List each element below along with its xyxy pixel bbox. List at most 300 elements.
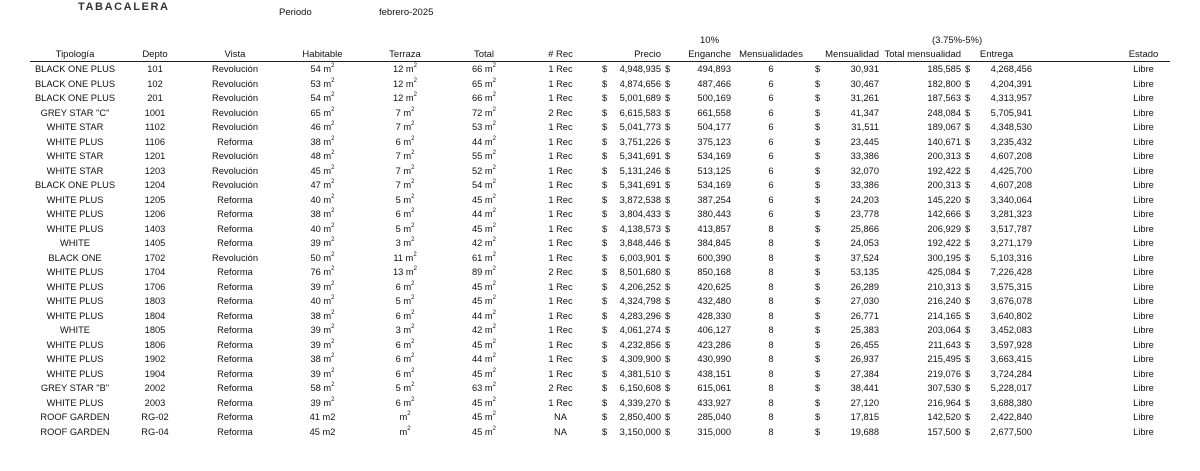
cell-vista: Revolución [212,78,258,89]
table-row [30,396,1170,411]
cell-total: 61 $m^2$ [471,251,496,263]
cell-total-mensualidad: 140,671 [927,136,962,147]
cell-entrega: 3,688,380 [990,397,1033,408]
cell-habitable: 39 $m^2$ [310,396,335,408]
table-row [30,62,1170,77]
cell-enganche-currency: $ [665,383,671,393]
cell-terraza: 5 $m^2$ [395,382,415,393]
cell-entrega-currency: $ [965,310,971,321]
cell-mensualidades: 6 [768,151,774,161]
cell-mensualidades: 6 [768,209,774,219]
cell-depto: 102 [147,78,163,89]
cell-precio: 4,061,274 [619,325,661,335]
cell-tipologia: BLACK ONE PLUS [34,64,116,74]
cell-total: 53 $m^2$ [471,121,496,132]
cell-entrega-currency: $ [965,64,971,74]
cell-precio: 4,232,856 [619,339,661,350]
cell-vista: Reforma [217,296,253,306]
cell-entrega-currency: $ [965,151,971,161]
cell-vista: Revolución [212,107,258,118]
cell-estado: Libre [1133,267,1154,277]
cell-rec: 1 Rec [548,296,573,306]
cell-total-mensualidad: 189,067 [927,122,962,132]
cell-enganche: 375,123 [697,136,732,147]
cell-entrega: 3,663,415 [990,354,1033,364]
cell-terraza: 6 $m^2$ [395,367,415,379]
cell-total: 45 $m^2$ [471,338,496,350]
cell-entrega-currency: $ [965,325,971,335]
cell-vista: Reforma [217,354,253,364]
cell-entrega: 3,597,928 [990,339,1033,350]
table-row [30,207,1170,222]
cell-entrega: 4,607,208 [990,151,1033,161]
cell-terraza: 6 $m^2$ [395,338,415,350]
cell-entrega-currency: $ [965,78,971,89]
cell-precio: 5,001,689 [619,93,661,103]
cell-enganche-currency: $ [665,238,671,248]
cell-estado: Libre [1133,281,1154,292]
cell-depto: 201 [147,93,163,103]
cell-precio-currency: $ [602,223,608,234]
cell-mensualidades: 8 [768,325,774,335]
cell-precio-currency: $ [602,339,608,350]
cell-total: 44 $m^2$ [471,353,496,364]
cell-precio-currency: $ [602,310,608,321]
cell-terraza: 6 $m^2$ [395,208,415,219]
cell-precio: 5,041,773 [619,122,661,132]
cell-enganche-currency: $ [665,194,671,205]
cell-mensualidades: 6 [768,107,774,118]
cell-enganche: 850,168 [697,267,732,277]
cell-entrega-currency: $ [965,426,971,437]
table-row [30,425,1170,440]
cell-total-mensualidad: 206,929 [927,223,962,234]
cell-tipologia: BLACK ONE PLUS [34,180,116,190]
cell-habitable: 46 $m^2$ [310,121,335,132]
cell-enganche: 387,254 [697,194,732,205]
cell-mensualidad-currency: $ [815,209,821,219]
cell-total: 45 $m^2$ [471,396,496,408]
cell-mensualidades: 8 [768,383,774,393]
cell-total-mensualidad: 185,585 [927,64,962,74]
cell-total-mensualidad: 182,800 [927,78,962,89]
cell-precio-currency: $ [602,78,608,89]
cell-habitable: 48 $m^2$ [310,150,335,161]
cell-depto: 1205 [144,194,166,205]
cell-total: 44 $m^2$ [471,309,496,321]
cell-enganche-currency: $ [665,209,671,219]
cell-depto: 1806 [144,339,166,350]
cell-mensualidades: 6 [768,78,774,89]
cell-mensualidad: 27,384 [850,368,880,379]
cell-estado: Libre [1133,310,1154,321]
cell-precio: 4,381,510 [619,368,661,379]
cell-mensualidades: 8 [768,426,774,437]
cell-mensualidades: 8 [768,252,774,263]
cell-estado: Libre [1133,223,1154,234]
cell-total-mensualidad: 307,530 [927,383,962,393]
cell-depto: 1206 [144,209,166,219]
cell-mensualidad: 26,771 [850,310,880,321]
cell-mensualidad-currency: $ [815,64,821,74]
cell-precio: 3,150,000 [619,426,661,437]
cell-entrega-currency: $ [965,194,971,205]
cell-depto: 1102 [145,122,165,132]
cell-total: 45 $m^2$ [471,222,496,234]
cell-rec: 2 Rec [548,107,573,118]
cell-precio: 5,131,246 [619,165,661,176]
cell-mensualidades: 6 [768,136,774,147]
cell-total-mensualidad: 216,964 [927,397,962,408]
cell-habitable: 58 $m^2$ [310,382,335,393]
header-estado: Estado [1128,49,1159,60]
cell-total-mensualidad: 145,220 [927,194,962,205]
cell-precio-currency: $ [602,252,608,263]
cell-estado: Libre [1133,194,1154,205]
cell-mensualidades: 8 [768,368,774,379]
cell-precio: 3,804,433 [619,209,661,219]
table-row [30,193,1170,208]
cell-entrega-currency: $ [965,383,971,393]
cell-rec: 1 Rec [548,209,573,219]
table-row [30,323,1170,338]
cell-estado: Libre [1133,412,1154,422]
cell-habitable: 54 $m^2$ [310,63,335,74]
cell-enganche-currency: $ [665,165,671,176]
cell-precio-currency: $ [602,93,608,103]
cell-tipologia: WHITE PLUS [46,209,104,219]
cell-mensualidad: 19,688 [850,426,880,437]
cell-terraza: 7 $m^2$ [395,150,415,161]
cell-depto: 2003 [144,397,166,408]
cell-enganche-currency: $ [665,136,671,147]
cell-rec: 1 Rec [548,397,573,408]
cell-mensualidad-currency: $ [815,310,821,321]
table-row [30,294,1170,309]
cell-estado: Libre [1133,339,1154,350]
cell-vista: Reforma [217,325,253,335]
cell-precio-currency: $ [602,383,608,393]
cell-precio: 4,874,656 [619,78,661,89]
cell-rec: 1 Rec [548,310,573,321]
cell-terraza: 5 $m^2$ [395,222,415,234]
cell-total: 44 $m^2$ [471,135,496,147]
cell-total-mensualidad: 210,313 [927,281,962,292]
cell-enganche: 433,927 [697,397,732,408]
cell-precio-currency: $ [602,238,608,248]
cell-entrega: 5,228,017 [990,383,1033,393]
cell-total: 45 $m^2$ [471,411,496,422]
cell-tipologia: WHITE PLUS [46,368,104,379]
cell-enganche: 615,061 [697,383,732,393]
cell-mensualidad: 30,467 [850,78,880,89]
cell-terraza: 5 $m^2$ [395,295,415,306]
cell-depto: 1803 [144,296,166,306]
table-row [30,106,1170,121]
cell-precio: 4,206,252 [619,281,661,292]
cell-entrega-currency: $ [965,296,971,306]
cell-precio: 5,341,691 [619,180,661,190]
cell-total: 45 $m^2$ [471,425,496,437]
cell-precio: 6,615,583 [619,107,661,118]
cell-mensualidades: 8 [768,354,774,364]
cell-mensualidad: 32,070 [850,165,880,176]
cell-tipologia: WHITE PLUS [46,223,104,234]
cell-mensualidades: 8 [768,238,774,248]
cell-entrega: 3,575,315 [990,281,1033,292]
cell-enganche-currency: $ [665,78,671,89]
cell-rec: 1 Rec [548,165,573,176]
header-enganche: Enganche [688,49,732,60]
cell-precio-currency: $ [602,136,608,147]
table-row [30,236,1170,251]
cell-tipologia: ROOF GARDEN [40,412,110,422]
cell-entrega-currency: $ [965,209,971,219]
cell-precio-currency: $ [602,296,608,306]
cell-mensualidad-currency: $ [815,93,821,103]
cell-tipologia: WHITE PLUS [46,354,104,364]
cell-total: 42 $m^2$ [471,324,496,335]
cell-mensualidad: 25,383 [850,325,880,335]
cell-terraza: $m^2$ [399,411,411,422]
cell-habitable: 53 $m^2$ [310,77,335,89]
table-row [30,222,1170,237]
cell-entrega-currency: $ [965,354,971,364]
cell-enganche: 600,390 [697,252,732,263]
cell-habitable: 39 $m^2$ [310,324,335,335]
cell-precio-currency: $ [602,194,608,205]
cell-tipologia: BLACK ONE [48,252,102,263]
cell-estado: Libre [1133,238,1154,248]
cell-vista: Reforma [217,223,253,234]
table-row [30,251,1170,266]
header-total: Total [473,49,495,60]
cell-habitable: 38 $m^2$ [310,353,335,364]
cell-depto: 1201 [144,151,166,161]
cell-tipologia: WHITE STAR [46,165,104,176]
cell-precio-currency: $ [602,281,608,292]
cell-habitable: 39 $m^2$ [310,367,335,379]
cell-vista: Reforma [217,383,253,393]
cell-entrega: 5,103,316 [990,252,1033,263]
cell-rec: 1 Rec [548,281,573,292]
cell-precio-currency: $ [602,180,608,190]
cell-total: 89 $m^2$ [471,266,496,277]
cell-precio: 4,324,798 [619,296,661,306]
cell-precio: 5,341,691 [619,151,661,161]
cell-entrega-currency: $ [965,136,971,147]
cell-mensualidad: 26,937 [850,354,880,364]
cell-enganche: 413,857 [697,223,732,234]
cell-depto: 1805 [144,325,166,335]
cell-total: 63 $m^2$ [471,382,496,393]
cell-mensualidad-currency: $ [815,107,821,118]
cell-rec: 1 Rec [548,64,573,74]
cell-vista: Reforma [217,209,253,219]
cell-enganche-currency: $ [665,296,671,306]
cell-enganche: 494,893 [697,64,732,74]
cell-mensualidad: 38,441 [850,383,880,393]
cell-enganche: 513,125 [697,165,732,176]
cell-enganche: 420,625 [697,281,732,292]
cell-rec: 2 Rec [548,383,573,393]
cell-depto: 1001 [144,107,166,118]
cell-terraza: 7 $m^2$ [395,106,415,118]
cell-precio: 3,872,538 [619,194,661,205]
cell-enganche: 428,330 [697,310,732,321]
cell-tipologia: WHITE PLUS [46,281,104,292]
cell-mensualidad: 27,030 [850,296,880,306]
table-row [30,309,1170,324]
cell-entrega: 2,422,840 [990,412,1033,422]
cell-precio-currency: $ [602,122,608,132]
cell-precio-currency: $ [602,107,608,118]
cell-total: 66 $m^2$ [471,92,496,103]
cell-entrega: 7,226,428 [990,267,1033,277]
cell-precio: 4,283,296 [619,310,661,321]
cell-total-mensualidad: 300,195 [927,252,962,263]
cell-terraza: 12 $m^2$ [392,63,417,74]
cell-total: 45 $m^2$ [471,295,496,306]
table-header-row [30,48,1170,62]
table-row [30,352,1170,367]
cell-total: 45 $m^2$ [471,193,496,205]
table-row [30,410,1170,425]
table-row [30,91,1170,106]
cell-entrega-currency: $ [965,122,971,132]
periodo-label: Periodo [279,7,312,18]
cell-precio: 4,948,935 [619,64,661,74]
cell-terraza: 6 $m^2$ [395,280,415,292]
cell-estado: Libre [1133,151,1154,161]
cell-mensualidad: 31,261 [850,93,880,103]
cell-entrega: 4,607,208 [990,180,1033,190]
cell-enganche: 315,000 [697,426,732,437]
cell-precio: 4,339,270 [619,397,661,408]
cell-precio-currency: $ [602,165,608,176]
cell-rec: 1 Rec [548,354,573,364]
cell-entrega: 3,452,083 [990,325,1033,335]
cell-entrega: 3,724,284 [990,368,1033,379]
cell-entrega-currency: $ [965,107,971,118]
cell-tipologia: WHITE PLUS [46,194,104,205]
cell-total: 52 $m^2$ [471,164,496,176]
cell-mensualidad-currency: $ [815,412,821,422]
cell-mensualidad: 41,347 [850,107,880,118]
cell-depto: RG-04 [141,426,169,437]
cell-entrega-currency: $ [965,223,971,234]
cell-enganche-currency: $ [665,281,671,292]
cell-total: 66 $m^2$ [471,63,496,74]
cell-mensualidad: 24,203 [850,194,880,205]
cell-enganche-currency: $ [665,354,671,364]
cell-estado: Libre [1133,107,1154,118]
cell-mensualidad-currency: $ [815,383,821,393]
cell-estado: Libre [1133,397,1154,408]
cell-mensualidades: 6 [768,165,774,176]
cell-mensualidad-currency: $ [815,397,821,408]
cell-enganche: 430,990 [697,354,732,364]
cell-tipologia: ROOF GARDEN [40,426,110,437]
cell-precio-currency: $ [602,354,608,364]
cell-mensualidad-currency: $ [815,252,821,263]
cell-rec: 1 Rec [548,368,573,379]
cell-estado: Libre [1133,252,1154,263]
cell-total-mensualidad: 211,643 [928,339,962,350]
cell-vista: Reforma [217,194,253,205]
cell-estado: Libre [1133,354,1154,364]
cell-enganche-currency: $ [665,223,671,234]
cell-enganche: 285,040 [697,412,732,422]
header-mensualidad: Mensualidad [825,49,880,60]
cell-total-mensualidad: 219,076 [927,368,962,379]
cell-total: 44 $m^2$ [471,208,496,219]
cell-vista: Reforma [217,281,253,292]
cell-habitable: 38 $m^2$ [310,135,335,147]
cell-mensualidad: 26,289 [850,281,880,292]
cell-total-mensualidad: 215,495 [927,354,962,364]
cell-precio: 3,751,226 [619,136,661,147]
cell-enganche-currency: $ [665,397,671,408]
cell-total-mensualidad: 200,313 [927,180,962,190]
cell-mensualidad-currency: $ [815,339,821,350]
cell-terraza: 5 $m^2$ [395,193,415,205]
cell-total-mensualidad: 192,422 [927,165,962,176]
cell-depto: 1106 [145,136,165,147]
cell-mensualidad: 24,053 [850,238,880,248]
cell-estado: Libre [1133,122,1154,132]
cell-rec: 1 Rec [548,180,573,190]
cell-depto: 1704 [144,267,166,277]
cell-vista: Revolución [212,64,258,74]
header-total-mensualidad: Total mensualidad [884,49,962,60]
cell-mensualidad-currency: $ [815,325,821,335]
cell-precio-currency: $ [602,368,608,379]
cell-enganche-currency: $ [665,310,671,321]
cell-rec: 1 Rec [548,78,573,89]
cell-vista: Reforma [217,238,253,248]
cell-terraza: $m^2$ [399,425,411,437]
cell-mensualidades: 6 [768,93,774,103]
cell-enganche: 534,169 [697,180,732,190]
cell-total: 45 $m^2$ [471,280,496,292]
cell-vista: Revolución [212,180,258,190]
cell-enganche-currency: $ [665,93,671,103]
cell-entrega: 3,676,078 [990,296,1033,306]
cell-enganche-currency: $ [665,151,671,161]
cell-vista: Reforma [217,267,253,277]
cell-estado: Libre [1133,368,1154,379]
cell-entrega: 3,281,323 [990,209,1033,219]
cell-habitable: 54 $m^2$ [310,92,335,103]
cell-depto: 1904 [144,368,166,379]
cell-tipologia: WHITE [60,238,90,248]
cell-vista: Revolución [212,165,258,176]
cell-habitable: 40 $m^2$ [310,222,335,234]
cell-total-mensualidad: 203,064 [927,325,962,335]
brand-logo-text: TABACALERA [78,1,170,13]
cell-habitable: 39 $m^2$ [310,280,335,292]
header-precio: Precio [634,49,661,60]
cell-precio: 4,138,573 [619,223,661,234]
cell-estado: Libre [1133,325,1154,335]
cell-entrega-currency: $ [965,165,971,176]
cell-mensualidad-currency: $ [815,354,821,364]
cell-enganche-currency: $ [665,180,671,190]
cell-enganche-currency: $ [665,107,671,118]
cell-mensualidad-currency: $ [815,368,821,379]
cell-entrega-currency: $ [965,238,971,248]
